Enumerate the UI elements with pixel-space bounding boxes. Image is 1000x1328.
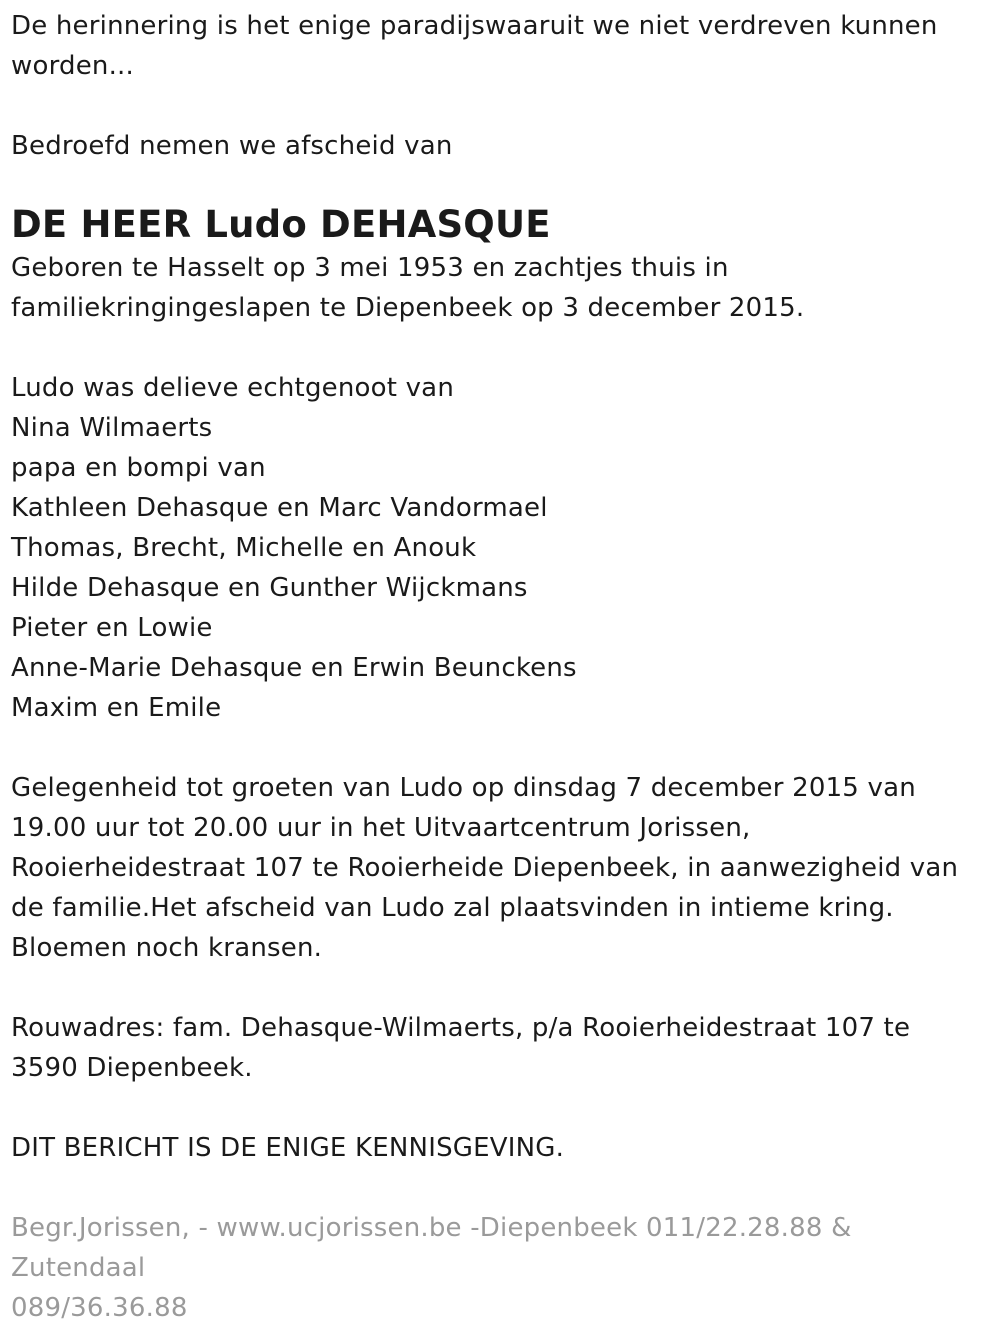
family-list <box>11 368 991 728</box>
family-line: Thomas, Brecht, Michelle en Anouk <box>11 533 477 563</box>
arrangements-line: Rooierheidestraat 107 te Rooierheide Diepenbeek, in aanwezigheid van <box>11 853 959 883</box>
arrangements-line: 19.00 uur tot 20.00 uur in het Uitvaartcentrum Jorissen, <box>11 813 751 843</box>
address-paragraph <box>11 1008 991 1088</box>
arrangements-line: Gelegenheid tot groeten van Ludo op dinsdag 7 december 2015 van <box>11 773 916 803</box>
intro-text: Bedroefd nemen we afscheid van <box>11 131 453 161</box>
birth-death-paragraph <box>11 248 991 328</box>
arrangements-line: Bloemen noch kransen. <box>11 933 323 963</box>
obituary-notice <box>11 6 991 1328</box>
birth-death-line: familiekringingeslapen te Diepenbeek op 3 december 2015. <box>11 293 805 323</box>
quote-line: worden... <box>11 51 134 81</box>
family-line: papa en bompi van <box>11 453 266 483</box>
family-line: Ludo was delieve echtgenoot van <box>11 373 454 403</box>
funeral-home-footer <box>11 1208 991 1328</box>
address-line: 3590 Diepenbeek. <box>11 1053 253 1083</box>
family-line: Kathleen Dehasque en Marc Vandormael <box>11 493 548 523</box>
arrangements-line: de familie.Het afscheid van Ludo zal plaatsvinden in intieme kring. <box>11 893 894 923</box>
notice-text: DIT BERICHT IS DE ENIGE KENNISGEVING. <box>11 1133 565 1163</box>
footer-line: Begr.Jorissen, - www.ucjorissen.be -Diepenbeek 011/22.28.88 & Zutendaal <box>11 1213 852 1283</box>
family-line: Nina Wilmaerts <box>11 413 213 443</box>
family-line: Hilde Dehasque en Gunther Wijckmans <box>11 573 528 603</box>
birth-death-line: Geboren te Hasselt op 3 mei 1953 en zachtjes thuis in <box>11 253 729 283</box>
address-line: Rouwadres: fam. Dehasque-Wilmaerts, p/a Rooierheidestraat 107 te <box>11 1013 911 1043</box>
family-line: Pieter en Lowie <box>11 613 213 643</box>
footer-line: 089/36.36.88 <box>11 1293 188 1323</box>
quote-line: De herinnering is het enige paradijswaaruit we niet verdreven kunnen <box>11 11 938 41</box>
arrangements-paragraph <box>11 768 991 968</box>
deceased-name: DE HEER Ludo DEHASQUE <box>11 203 551 246</box>
family-line: Maxim en Emile <box>11 693 222 723</box>
family-line: Anne-Marie Dehasque en Erwin Beunckens <box>11 653 577 683</box>
quote-paragraph <box>11 6 991 86</box>
